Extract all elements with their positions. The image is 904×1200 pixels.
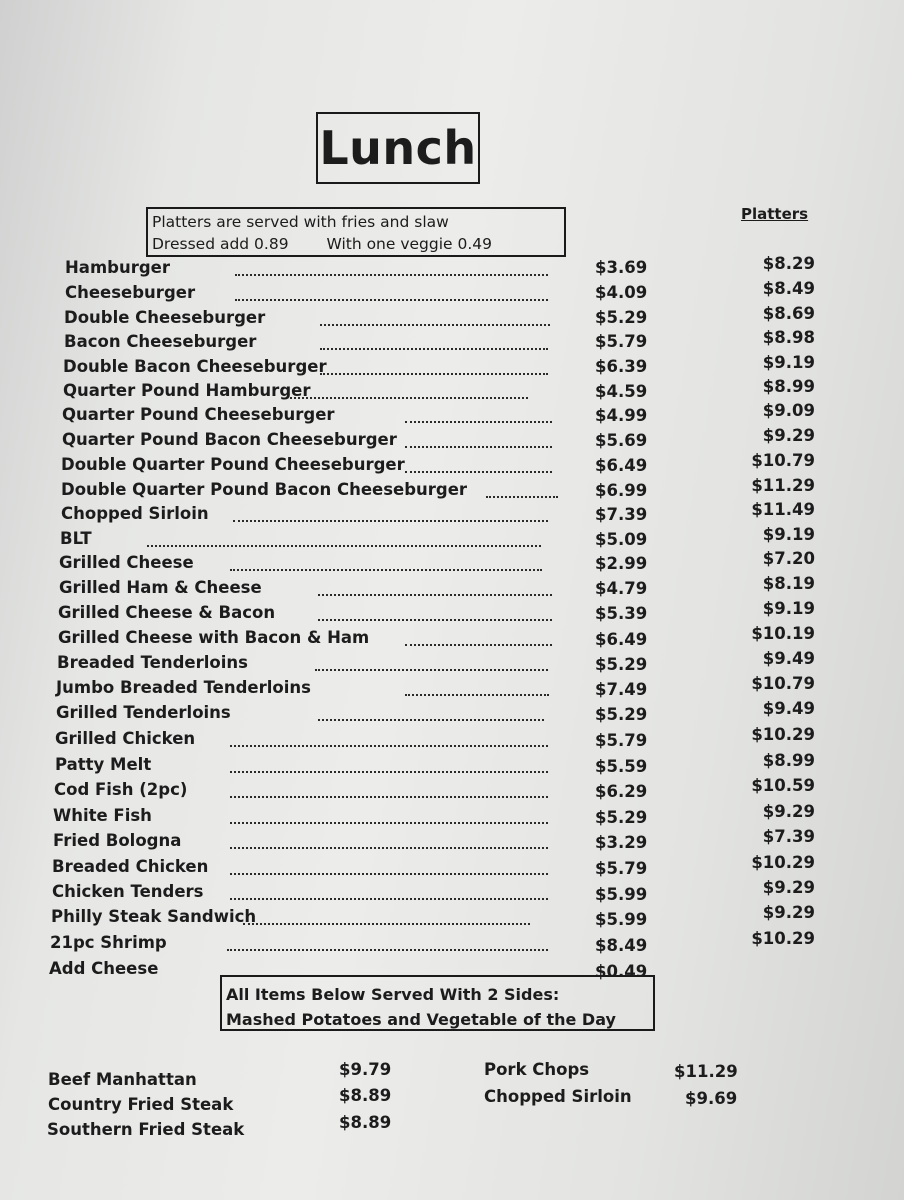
dot-leader [147,531,541,547]
menu-item-platter-price: $7.39 [762,827,815,846]
menu-item-price: $3.69 [595,258,648,277]
dot-leader [318,580,552,596]
menu-item-price: $5.79 [595,859,648,879]
menu-item-name: Quarter Pound Cheeseburger [62,405,335,424]
dot-leader [230,859,548,875]
menu-item-platter-price: $8.19 [762,574,815,593]
menu-item-platter-price: $10.29 [751,929,815,948]
menu-item-name: Jumbo Breaded Tenderloins [56,678,311,697]
menu-item-name: Philly Steak Sandwich [51,907,257,926]
menu-item-platter-price: $8.99 [762,377,815,396]
dot-leader [320,359,548,375]
dot-leader [315,655,548,671]
menu-item-platter-price: $10.59 [751,776,815,795]
menu-item-platter-price: $9.29 [762,903,815,922]
sides-note-box [220,975,655,1031]
menu-item-platter-price: $10.79 [751,451,815,470]
menu-item-platter-price: $9.19 [762,525,815,544]
menu-item-price: $5.29 [595,308,648,328]
platter-note-box [146,207,566,257]
dot-leader [405,457,552,473]
menu-item-platter-price: $7.20 [762,549,815,568]
menu-item-name: Grilled Cheese & Bacon [58,603,276,622]
dinner-price: $9.79 [339,1060,392,1079]
menu-item-name: BLT [60,529,92,548]
menu-item-price: $6.29 [595,782,648,802]
menu-item-price: $6.99 [595,480,648,500]
menu-item-name: Quarter Pound Hamburger [63,381,311,400]
menu-item-name: Cheeseburger [65,283,196,302]
menu-item-price: $5.79 [595,332,648,352]
dot-leader [486,482,558,498]
dot-leader [230,833,548,849]
menu-item-price: $5.09 [595,530,648,550]
dot-leader [233,506,548,522]
menu-item-platter-price: $9.19 [762,353,815,372]
menu-item-platter-price: $10.29 [751,725,815,744]
dot-leader [230,782,548,798]
platters-column-header: Platters [741,205,809,223]
menu-item-platter-price: $10.79 [751,674,815,693]
menu-item-name: Hamburger [65,258,170,277]
menu-item-name: Quarter Pound Bacon Cheeseburger [62,430,397,449]
menu-item-name: Double Quarter Pound Cheeseburger [61,455,405,474]
menu-item-price: $5.59 [595,757,648,776]
menu-item-price: $0.49 [595,961,648,981]
sides-note-line1: All Items Below Served With 2 Sides: [226,985,560,1004]
dinner-name: Pork Chops [484,1060,590,1079]
menu-item-price: $4.59 [595,381,648,401]
menu-title: Lunch [316,112,480,184]
menu-item-price: $7.49 [595,679,648,699]
menu-item-price: $2.99 [595,554,648,574]
platter-note-line2 [152,233,560,255]
menu-item-name: Grilled Ham & Cheese [59,578,262,597]
menu-item-price: $5.39 [595,604,648,624]
menu-item-name: Grilled Cheese with Bacon & Ham [58,628,370,647]
menu-item-name: Grilled Chicken [55,729,196,748]
menu-item-name: Double Quarter Pound Bacon Cheeseburger [61,480,468,499]
menu-item-platter-price: $8.98 [762,328,815,347]
menu-item-name: Add Cheese [49,959,159,978]
menu-item-platter-price: $11.49 [751,500,815,519]
dinner-price: $9.69 [685,1089,738,1108]
menu-item-platter-price: $8.69 [762,304,815,323]
menu-item-price: $4.09 [595,283,648,303]
menu-item-platter-price: $9.29 [762,878,815,897]
menu-item-name: Breaded Chicken [52,857,209,876]
dot-leader [235,285,548,301]
menu-item-name: Double Cheeseburger [64,308,266,327]
menu-item-price: $8.49 [595,935,648,955]
menu-item-name: Patty Melt [55,755,152,774]
dot-leader [230,731,548,747]
platter-note-line1: Platters are served with fries and slaw [152,213,449,231]
dinner-price: $8.89 [339,1113,392,1132]
dot-leader [235,260,548,276]
menu-item-price: $4.99 [595,405,648,425]
menu-item-price: $4.79 [595,579,648,599]
menu-item-platter-price: $10.29 [751,853,815,872]
dinner-name: Chopped Sirloin [484,1087,632,1106]
menu-item-price: $6.49 [595,455,648,475]
dinner-name: Country Fried Steak [48,1095,234,1114]
menu-item-price: $5.29 [595,654,648,674]
dot-leader [405,432,552,448]
dot-leader [243,909,530,925]
dinner-name: Southern Fried Steak [47,1120,245,1139]
sides-note-line2: Mashed Potatoes and Vegetable of the Day [226,1010,616,1029]
menu-item-price: $6.49 [595,629,648,649]
menu-item-name: Chopped Sirloin [61,504,209,523]
dot-leader [230,808,548,824]
dinner-price: $8.89 [339,1086,392,1105]
menu-item-platter-price: $11.29 [751,476,815,495]
menu-item-price: $5.69 [595,430,648,450]
dot-leader [405,407,552,423]
menu-item-platter-price: $8.29 [762,254,815,273]
menu-item-price: $5.79 [595,730,648,750]
dot-leader [290,383,528,399]
dressed-note: Dressed add 0.89 [152,235,289,253]
dot-leader [230,757,548,773]
menu-item-platter-price: $9.49 [762,649,815,668]
menu-item-name: Chicken Tenders [52,882,204,901]
menu-item-price: $5.99 [595,884,648,904]
dot-leader [318,705,544,721]
menu-item-name: Grilled Cheese [59,553,194,572]
dinner-name: Beef Manhattan [48,1070,197,1089]
dot-leader [405,680,549,696]
menu-item-name: Bacon Cheeseburger [64,332,257,351]
dot-leader [405,630,552,646]
dot-leader [230,555,542,571]
menu-item-price: $3.29 [595,833,648,853]
menu-item-price: $6.39 [595,357,648,377]
menu-item-platter-price: $9.19 [762,599,815,618]
menu-item-name: Double Bacon Cheeseburger [63,357,327,376]
menu-item-price: $5.29 [595,808,648,828]
menu-item-price: $7.39 [595,505,648,524]
menu-item-name: Fried Bologna [53,831,182,850]
dot-leader [320,334,548,350]
menu-item-platter-price: $9.09 [762,401,815,420]
menu-item-price: $5.99 [595,909,648,929]
menu-item-platter-price: $8.49 [762,279,815,298]
dot-leader [318,605,552,621]
menu-item-platter-price: $9.29 [762,426,815,445]
menu-item-name: Grilled Tenderloins [56,703,231,722]
dot-leader [227,935,548,951]
menu-item-platter-price: $10.19 [751,624,815,643]
menu-item-name: Cod Fish (2pc) [54,780,188,799]
menu-item-platter-price: $9.29 [762,802,815,821]
dot-leader [320,310,550,326]
veggie-note: With one veggie 0.49 [326,235,493,253]
menu-item-name: White Fish [53,806,152,825]
menu-item-name: 21pc Shrimp [50,933,167,952]
menu-item-platter-price: $8.99 [762,751,815,770]
menu-item-price: $5.29 [595,704,648,724]
menu-item-platter-price: $9.49 [762,699,815,718]
dinner-price: $11.29 [674,1062,738,1081]
dot-leader [230,884,548,900]
menu-item-name: Breaded Tenderloins [57,653,248,672]
